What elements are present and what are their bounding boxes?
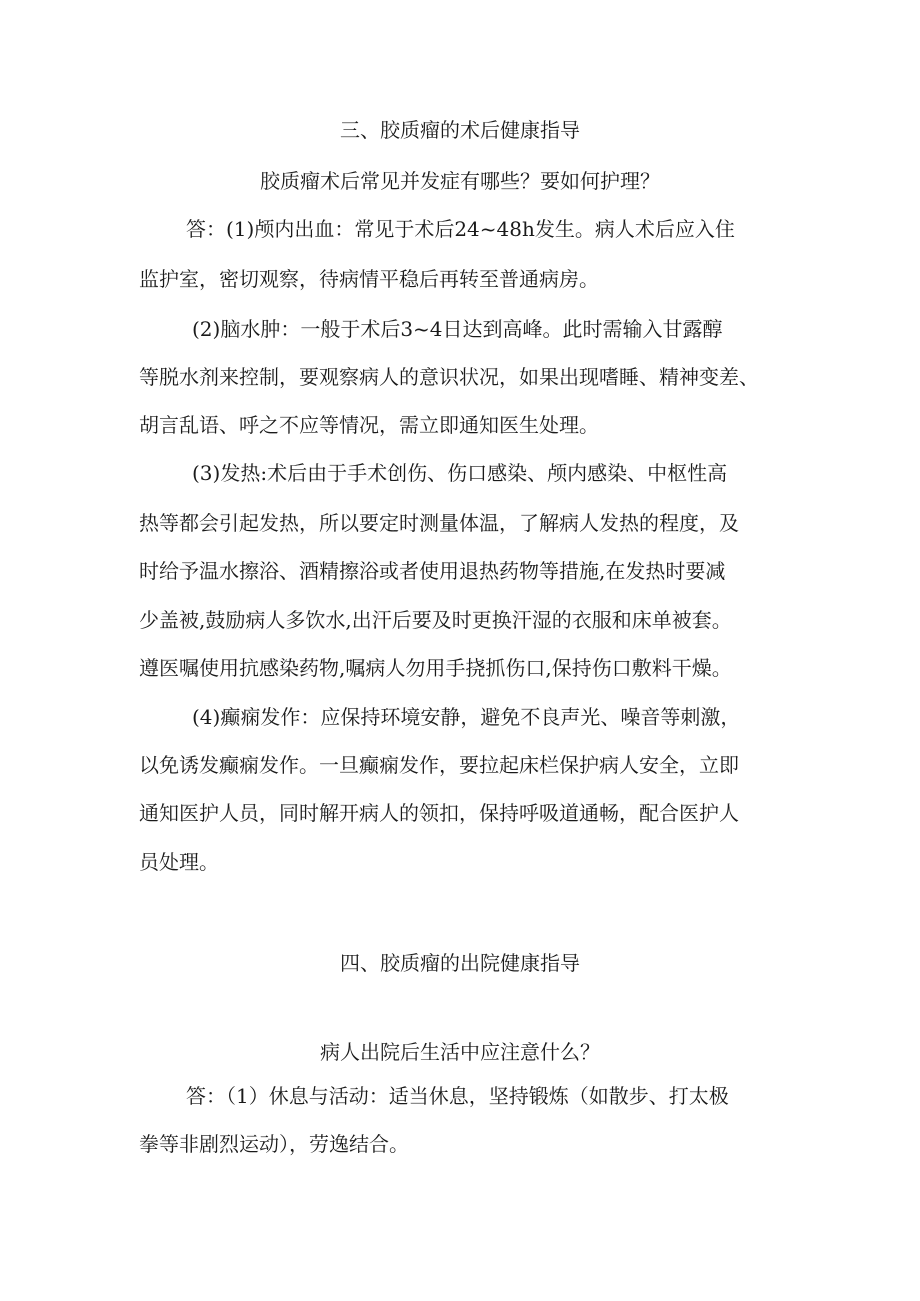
section-4-heading: 四、胶质瘤的出院健康指导 — [340, 951, 580, 975]
answer-line: 通知医护人员，同时解开病人的领扣，保持呼吸道通畅，配合医护人 — [139, 801, 739, 825]
answer-line: 胡言乱语、呼之不应等情况，需立即通知医生处理。 — [139, 413, 599, 437]
answer-line: (2)脑水肿：一般于术后3~4日达到高峰。此时需输入甘露醇 — [192, 317, 723, 341]
answer-line: (3)发热:术后由于手术创伤、伤口感染、颅内感染、中枢性高 — [192, 461, 728, 485]
answer-line: 热等都会引起发热，所以要定时测量体温，了解病人发热的程度，及 — [139, 511, 739, 535]
answer-line: 遵医嘱使用抗感染药物,嘱病人勿用手挠抓伤口,保持伤口敷料干燥。 — [139, 656, 732, 680]
answer-line: 时给予温水擦浴、酒精擦浴或者使用退热药物等措施,在发热时要减 — [139, 559, 726, 583]
section-3-heading: 三、胶质瘤的术后健康指导 — [340, 118, 580, 142]
answer-line: 答：（1）休息与活动：适当休息，坚持锻炼（如散步、打太极 — [186, 1084, 729, 1108]
section-3-question: 胶质瘤术后常见并发症有哪些？要如何护理？ — [260, 169, 660, 193]
answer-line: 监护室，密切观察，待病情平稳后再转至普通病房。 — [139, 267, 599, 291]
answer-line: 少盖被,鼓励病人多饮水,出汗后要及时更换汗湿的衣服和床单被套。 — [139, 608, 732, 632]
answer-line: 等脱水剂来控制，要观察病人的意识状况，如果出现嗜睡、精神变差、 — [139, 365, 759, 389]
answer-line: (4)癫痫发作：应保持环境安静，避免不良声光、噪音等刺激， — [192, 705, 741, 729]
answer-line: 答：(1)颅内出血：常见于术后24~48h发生。病人术后应入住 — [186, 217, 735, 241]
answer-line: 员处理。 — [139, 850, 219, 874]
answer-line: 拳等非剧烈运动），劳逸结合。 — [139, 1132, 409, 1156]
answer-line: 以免诱发癫痫发作。一旦癫痫发作，要拉起床栏保护病人安全，立即 — [139, 753, 739, 777]
section-4-question: 病人出院后生活中应注意什么？ — [320, 1040, 600, 1064]
